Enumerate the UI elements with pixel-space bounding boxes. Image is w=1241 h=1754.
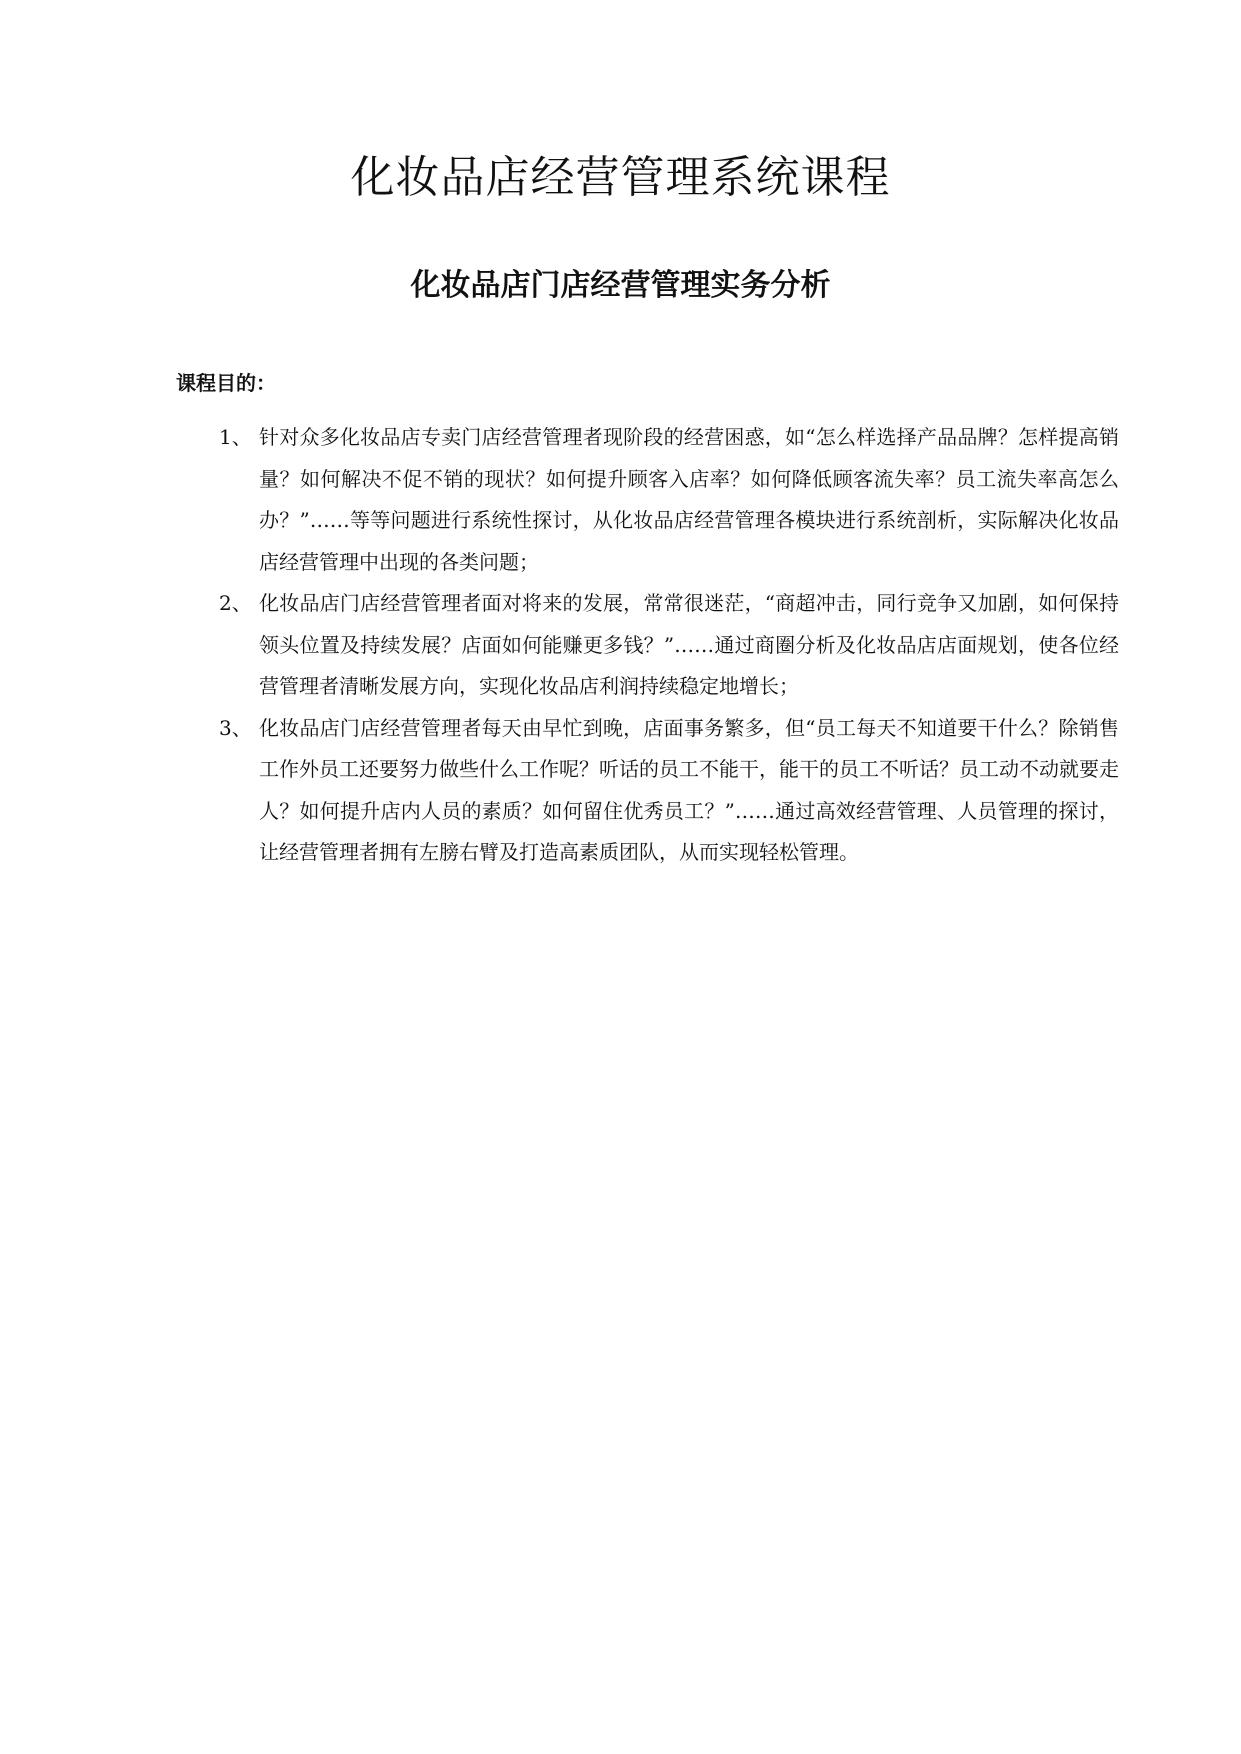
objective-number: 2、: [219, 591, 252, 615]
objective-item-1: [219, 417, 1119, 583]
objective-text: 针对众多化妆品店专卖门店经营管理者现阶段的经营困惑，如“怎么样选择产品品牌？怎样提高销量？如何解决不促不销的现状？如何提升顾客入店率？如何降低顾客流失率？员工流失率高怎么办？”……等等问题进行系统性探讨，从化妆品店经营管理各模块进行系统剖析，实际解决化妆品店经营管理中出现的各类问题；: [259, 425, 1119, 574]
objective-number: 1、: [219, 425, 252, 449]
objective-number: 3、: [219, 715, 252, 740]
page-title: 化妆品店经营管理系统课程: [350, 152, 891, 203]
objective-text: 化妆品店门店经营管理者面对将来的发展，常常很迷茫，“商超冲击，同行竞争又加剧，如何保持领头位置及持续发展？店面如何能赚更多钱？”……通过商圈分析及化妆品店店面规划，使各位经营管理者清晰发展方向，实现化妆品店利润持续稳定地增长；: [259, 591, 1119, 698]
section-heading-course-objectives: 课程目的：: [176, 371, 276, 395]
objectives-list: [219, 417, 1119, 874]
objective-item-2: [219, 583, 1119, 708]
objective-text: 化妆品店门店经营管理者每天由早忙到晚，店面事务繁多，但“员工每天不知道要干什么？除销售工作外员工还要努力做些什么工作呢？听话的员工不能干，能干的员工不听话？员工动不动就要走人？如何提升店内人员的素质？如何留住优秀员工？”……通过高效经营管理、人员管理的探讨，让经营管理者拥有左膀右臂及打造高素质团队，从而实现轻松管理。: [259, 715, 1119, 864]
page-subtitle: 化妆品店门店经营管理实务分析: [410, 268, 831, 303]
objective-item-3: [219, 708, 1119, 874]
